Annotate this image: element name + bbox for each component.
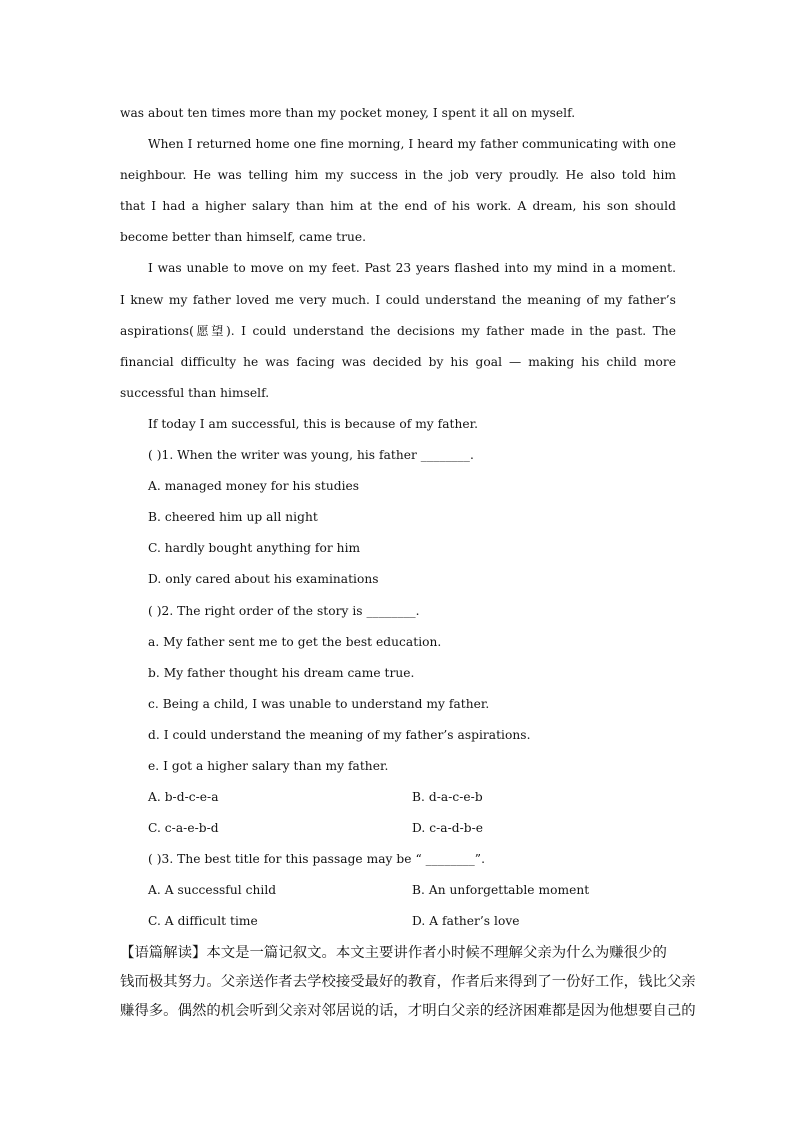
analysis-line: 【语篇解读】本文是一篇记叙文。本文主要讲作者小时候不理解父亲为什么为赚很少的 (120, 945, 667, 961)
passage-line: become better than himself, came true. (120, 230, 367, 245)
passage-line: aspirations(愿望). I could understand the decisions my father made in the past. The (120, 323, 676, 338)
answer-option: A. b-d-c-e-a (148, 790, 219, 805)
passage-line: When I returned home one fine morning, I heard my father communicating with one (148, 137, 676, 152)
answer-option-row (120, 816, 676, 847)
passage-line: If today I am successful, this is because of my father. (148, 416, 479, 431)
passage-analysis (120, 939, 696, 1026)
story-item: a. My father sent me to get the best education. (148, 634, 442, 649)
answer-option: C. hardly bought anything for him (148, 541, 361, 556)
passage-line: financial difficulty he was facing was decided by his goal — making his child more (120, 354, 676, 369)
passage-line: I was unable to move on my feet. Past 23 years flashed into my mind in a moment. (148, 261, 676, 276)
answer-option-row (120, 878, 676, 909)
answer-option: B. An unforgettable moment (412, 883, 590, 898)
answer-option: C. c-a-e-b-d (148, 821, 219, 836)
story-item: d. I could understand the meaning of my father’s aspirations. (148, 727, 531, 742)
answer-option: C. A difficult time (148, 914, 258, 929)
question-stem: ( )2. The right order of the story is ________. (148, 603, 420, 618)
question-stem: ( )1. When the writer was young, his father ________. (148, 448, 474, 463)
passage-line: successful than himself. (120, 385, 270, 400)
answer-option: B. d-a-c-e-b (412, 790, 483, 805)
passage-line: neighbour. He was telling him my success in the job very proudly. He also told him (120, 168, 676, 183)
analysis-line: 赚得多。偶然的机会听到父亲对邻居说的话，才明白父亲的经济困难都是因为他想要自己的 (120, 1003, 696, 1019)
passage-body (120, 101, 676, 941)
passage-line: was about ten times more than my pocket money, I spent it all on myself. (120, 106, 576, 120)
answer-option: D. only cared about his examinations (148, 572, 379, 587)
story-item: c. Being a child, I was unable to understand my father. (148, 696, 490, 711)
passage-line: that I had a higher salary than him at the end of his work. A dream, his son should (120, 199, 676, 214)
answer-option-row (120, 909, 676, 940)
answer-option: D. c-a-d-b-e (412, 821, 484, 836)
answer-option: D. A father’s love (412, 914, 520, 929)
story-item: e. I got a higher salary than my father. (148, 758, 389, 773)
passage-line: I knew my father loved me very much. I could understand the meaning of my father’s (120, 292, 676, 307)
answer-option-row (120, 785, 676, 816)
analysis-line: 钱而极其努力。父亲送作者去学校接受最好的教育，作者后来得到了一份好工作，钱比父亲 (120, 974, 696, 990)
answer-option: A. A successful child (148, 883, 277, 898)
story-item: b. My father thought his dream came true. (148, 665, 415, 680)
answer-option: A. managed money for his studies (148, 479, 360, 494)
answer-option: B. cheered him up all night (148, 510, 318, 525)
question-stem: ( )3. The best title for this passage may be “ ________”. (148, 852, 485, 867)
